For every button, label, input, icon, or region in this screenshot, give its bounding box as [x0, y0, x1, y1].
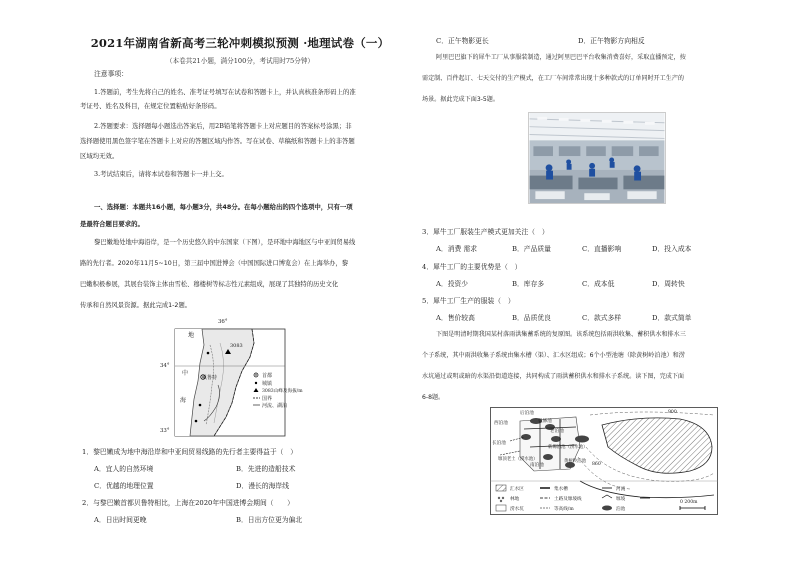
map1-legend-capital: 首都 [262, 373, 273, 379]
q4-option-d: D．周转快 [652, 280, 685, 288]
map2-legend-huishui: 汇水区 [510, 487, 524, 492]
map2-label-jibo: 机修池 [538, 419, 552, 424]
map1-legend-border: 国界 [262, 396, 273, 402]
factory-photo [528, 112, 666, 204]
q5-option-d: D．款式简单 [652, 314, 692, 322]
passage1-line4: 传承和自然风景资源。据此完成1-2题。 [80, 302, 192, 309]
notice-heading: 注意事项： [94, 70, 128, 78]
q2-option-d: D．正午物影方向相反 [578, 37, 645, 45]
q2-option-b: B．日出方位更为偏北 [236, 516, 303, 524]
map2-legend-tujie: 土路及塬坡线 [554, 497, 582, 502]
map2-legend-yakou: 塬坡 [616, 497, 626, 502]
map1-label-di: 地 [188, 332, 195, 339]
map2-label-nan: 南泊池 [530, 463, 544, 468]
section1-line2: 是最符合题目要求的。 [80, 220, 144, 228]
q3-option-c: C．直播影响 [582, 245, 622, 253]
map1-lat-mid: 34° [160, 363, 170, 369]
map1-label-zhong: 中 [182, 370, 189, 377]
map2-legend-dengao: 等高线/m [554, 507, 574, 512]
q1-option-b: B．先进的造船技术 [236, 465, 296, 473]
section1-line1: 一、选择题：本题共16小题，每小题3分，共48分。在每小题给出的四个选项中，只有一项 [94, 203, 353, 211]
notice-item2-line2: 选择题使用黑色签字笔在答题卡上对应的答题区域内作答。写在试卷、草稿纸和答题卡上的非答题 [80, 137, 355, 145]
notice-item1-line1: 1.答题前，考生先将自己的姓名、准考证号填写在试卷和答题卡上，并认真核准条形码上的准 [94, 88, 356, 96]
map1-label-hai: 海 [180, 397, 187, 404]
passage2-line1: 阿里巴巴旗下的犀牛工厂从事服装制造，通过阿里巴巴平台收集消费喜好，采取直播预定，按 [436, 54, 686, 61]
q2-option-c: C．正午物影更长 [436, 37, 489, 45]
map2-legend-jishui: 集水槽 [554, 487, 568, 492]
q1-option-d: D．漫长的海岸线 [236, 482, 290, 490]
q2-stem: 2．与黎巴嫩首都贝鲁特相比，上海在2020年中国进博会期间（ ） [82, 499, 294, 507]
q4-option-a: A．投资少 [436, 280, 469, 288]
map2-legend-bochi: 泊池 [616, 507, 626, 512]
map2-label-ding: 塬顶老土（涝水池） [498, 457, 538, 462]
passage1-line2: 路的先行者。2020年11月5~10日，第三届中国进博会（中国国际进口博览会）在上海举办，黎 [80, 260, 349, 267]
map1-label-beirut: 贝鲁特 [202, 375, 218, 381]
q4-option-c: C．成本低 [582, 280, 615, 288]
q5-option-b: B．品质优良 [512, 314, 551, 322]
map1-legend-city: 城镇 [262, 381, 273, 387]
passage3-line4: 6-8题。 [422, 394, 445, 401]
q5-option-a: A．售价较高 [436, 314, 475, 322]
map1-legend-peak: 3083山峰及海拔/m [262, 389, 303, 394]
map2-scale: 0 200m [680, 500, 698, 505]
q3-stem: 3．犀牛工厂服装生产模式更加关注（ ） [422, 228, 549, 236]
map1-lat-bottom: 33° [160, 428, 170, 434]
map2-label-houbo: 后泊池 [520, 411, 534, 416]
q2-option-a: A．日出时间更晚 [94, 516, 147, 524]
passage1-line1: 黎巴嫩地处地中海沿岸，是一个历史悠久的中东国家（下图），是环地中海地区与中亚间贸易线 [94, 239, 356, 246]
page-subtitle: （本卷共21小题，满分100分，考试用时75分钟） [165, 57, 315, 65]
passage2-line2: 需定制、百件起订、七天交付的生产模式，在工厂车间常常出现十多种款式的订单同时开工生产的 [422, 75, 685, 82]
page-title: 2021年湖南省新高考三轮冲刺模拟预测 ·地理试卷（一） [90, 36, 390, 50]
q1-stem: 1．黎巴嫩成为地中海沿岸和中亚间贸易线路的先行者主要得益于（ ） [82, 448, 298, 456]
map1-legend-river: 河流、湖泊 [262, 403, 288, 409]
notice-item3: 3.考试结束后，请将本试卷和答题卡一并上交。 [94, 170, 228, 178]
map2-label-xiji: 西泊池 [494, 421, 508, 426]
passage2-line3: 场景。据此完成下面3-5题。 [422, 96, 499, 103]
map2-label-huangshu: 黄树岭泊池 [564, 459, 586, 464]
passage3-line2: 个子系统，其中雨洪收集子系统由集水槽（渠）、汇水区组成；6个小型池塘（除黄树岭泊池）和涝 [422, 352, 685, 359]
q1-option-c: C．优越的地理位置 [94, 482, 154, 490]
q4-stem: 4．犀牛工厂的主要优势是（ ） [422, 263, 522, 271]
q4-option-b: B．库存多 [512, 280, 545, 288]
q5-option-c: C．款式多样 [582, 314, 622, 322]
q5-stem: 5．犀牛工厂生产的服装（ ） [422, 297, 515, 305]
map2-contour-860: 860 [592, 462, 601, 467]
notice-item2-line3: 区域均无效。 [80, 152, 119, 160]
q3-option-a: A．消费 需求 [436, 245, 478, 253]
q1-option-a: A．宜人的自然环境 [94, 465, 154, 473]
passage1-line3: 巴嫩积极参展，其展台装饰主体由雪松、穆楼树等标志性元素组成，展现了其独特的历史文化 [80, 281, 339, 288]
q3-option-b: B．产品质量 [512, 245, 551, 253]
notice-item1-line2: 考证号、姓名及科目，在规定位置粘贴好条形码。 [80, 102, 221, 110]
map1-label-peak: 3083 [230, 343, 243, 349]
q3-option-d: D．投入成本 [652, 245, 692, 253]
passage3-line1: 下图是明清时期我国某村落雨洪集蓄系统的复原图。该系统包括雨洪收集、蓄积供水和排水三 [436, 331, 686, 338]
map2-legend-linbo: 林地 [510, 497, 520, 502]
passage3-line3: 水坑通过或明或暗的水渠沿街道连接，共同构成了雨洪蓄积供水和排水子系统。读下图，完成下面 [422, 373, 685, 380]
map2-legend-river: 河流 [616, 487, 626, 492]
map1-lat-top: 36° [218, 319, 228, 325]
map2-label-changpo: 长泊池 [492, 441, 506, 446]
notice-item2-line1: 2.答题要求：选择题每小题选出答案后，用2B铅笔将答题卡上对应题目的答案标号涂黑；非 [94, 122, 352, 130]
map2-label-xinjun: 新塬泊池（涝水池） [548, 445, 588, 450]
map2-contour-900: 900 [668, 410, 677, 415]
map2-label-lao: 老泊池 [550, 429, 564, 434]
map2-legend-laoshui: 涝水坑 [510, 507, 524, 512]
